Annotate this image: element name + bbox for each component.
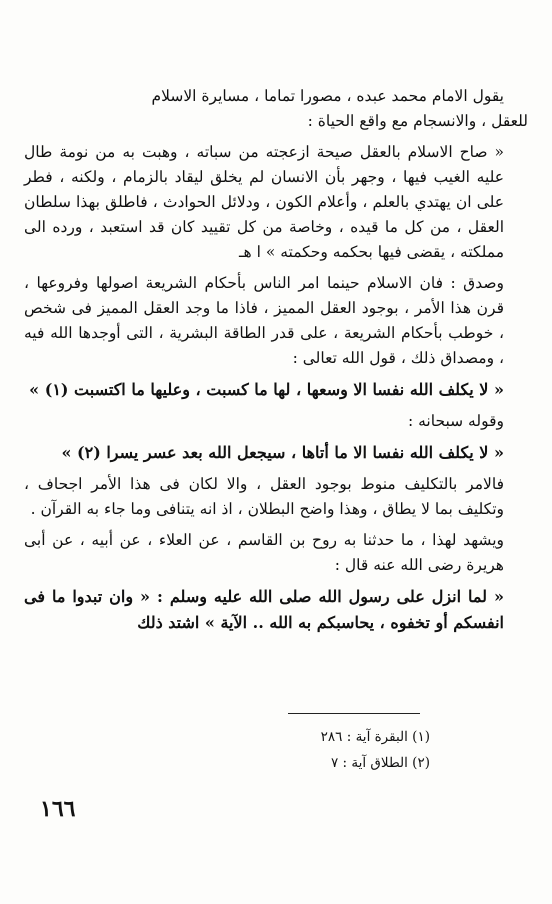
yashhad-paragraph: ويشهد لهذا ، ما حدثنا به روح بن القاسم ، عن العلاء ، عن أبيه ، عن أبى هريرة رضى الله عنه قال :	[24, 531, 504, 574]
footnote-divider	[288, 713, 420, 714]
quran-verse-2: « لا يكلف الله نفسا الا ما أتاها ، سيجعل الله بعد عسر يسرا (٢) »	[61, 443, 504, 462]
main-text	[24, 84, 528, 636]
amr-paragraph: فالامر بالتكليف منوط بوجود العقل ، والا لكان فى هذا الأمر اجحاف ، وتكليف بما لا يطاق ، وهذا واضح البطلان ، اذ انه يتنافى وما جاء به القرآن .	[24, 475, 504, 518]
footnote-2: (٢) الطلاق آية : ٧	[330, 755, 430, 771]
quran-verse-1: « لا يكلف الله نفسا الا وسعها ، لها ما كسبت ، وعليها ما اكتسبت (١) »	[29, 380, 504, 399]
abduh-quote: « صاح الاسلام بالعقل صيحة ازعجته من سباته ، وهبت به من نومة طال عليه الغيب فيها ، وجهر بأن الانسان لم يخلق ليقاد بالزمام ، ولكنه ، فطر على ان يهتدي بالعلم ، وأعلام الكون ، ودلائل الحوادث ، فاطلق بهذا سلطان العقل ، من كل ما قيده ، وخاصة من كل تقييد كان قد استعبد ، ورده الى مملكته ، يقضى فيها بحكمه وحكمته » ا هـ	[24, 143, 504, 261]
footnote-1: (١) البقرة آية : ٢٨٦	[320, 729, 430, 745]
sadaqa-paragraph: وصدق : فان الاسلام حينما امر الناس بأحكام الشريعة اصولها وفروعها ، قرن هذا الأمر ، بوجود العقل المميز ، فاذا ما وجد العقل المميز فى شخص ، خوطب بأحكام الشريعة ، على قدر الطاقة البشرية ، التى أوجدها الله فيه ، ومصداق ذلك ، قول الله تعالى :	[24, 274, 504, 367]
hadith-text: « لما انزل على رسول الله صلى الله عليه وسلم : « وان تبدوا ما فى انفسكم أو تخفوه ، يحاسبكم به الله .. الآية » اشتد ذلك	[24, 587, 505, 632]
intro-line-1: يقول الامام محمد عبده ، مصورا تماما ، مسايرة الاسلام	[151, 87, 504, 105]
intro-line-2: للعقل ، والانسجام مع واقع الحياة :	[307, 112, 528, 130]
footnotes	[150, 724, 430, 776]
page-number: ١٦٦	[40, 796, 76, 822]
wa-qawluhu-line: وقوله سبحانه :	[407, 412, 504, 430]
